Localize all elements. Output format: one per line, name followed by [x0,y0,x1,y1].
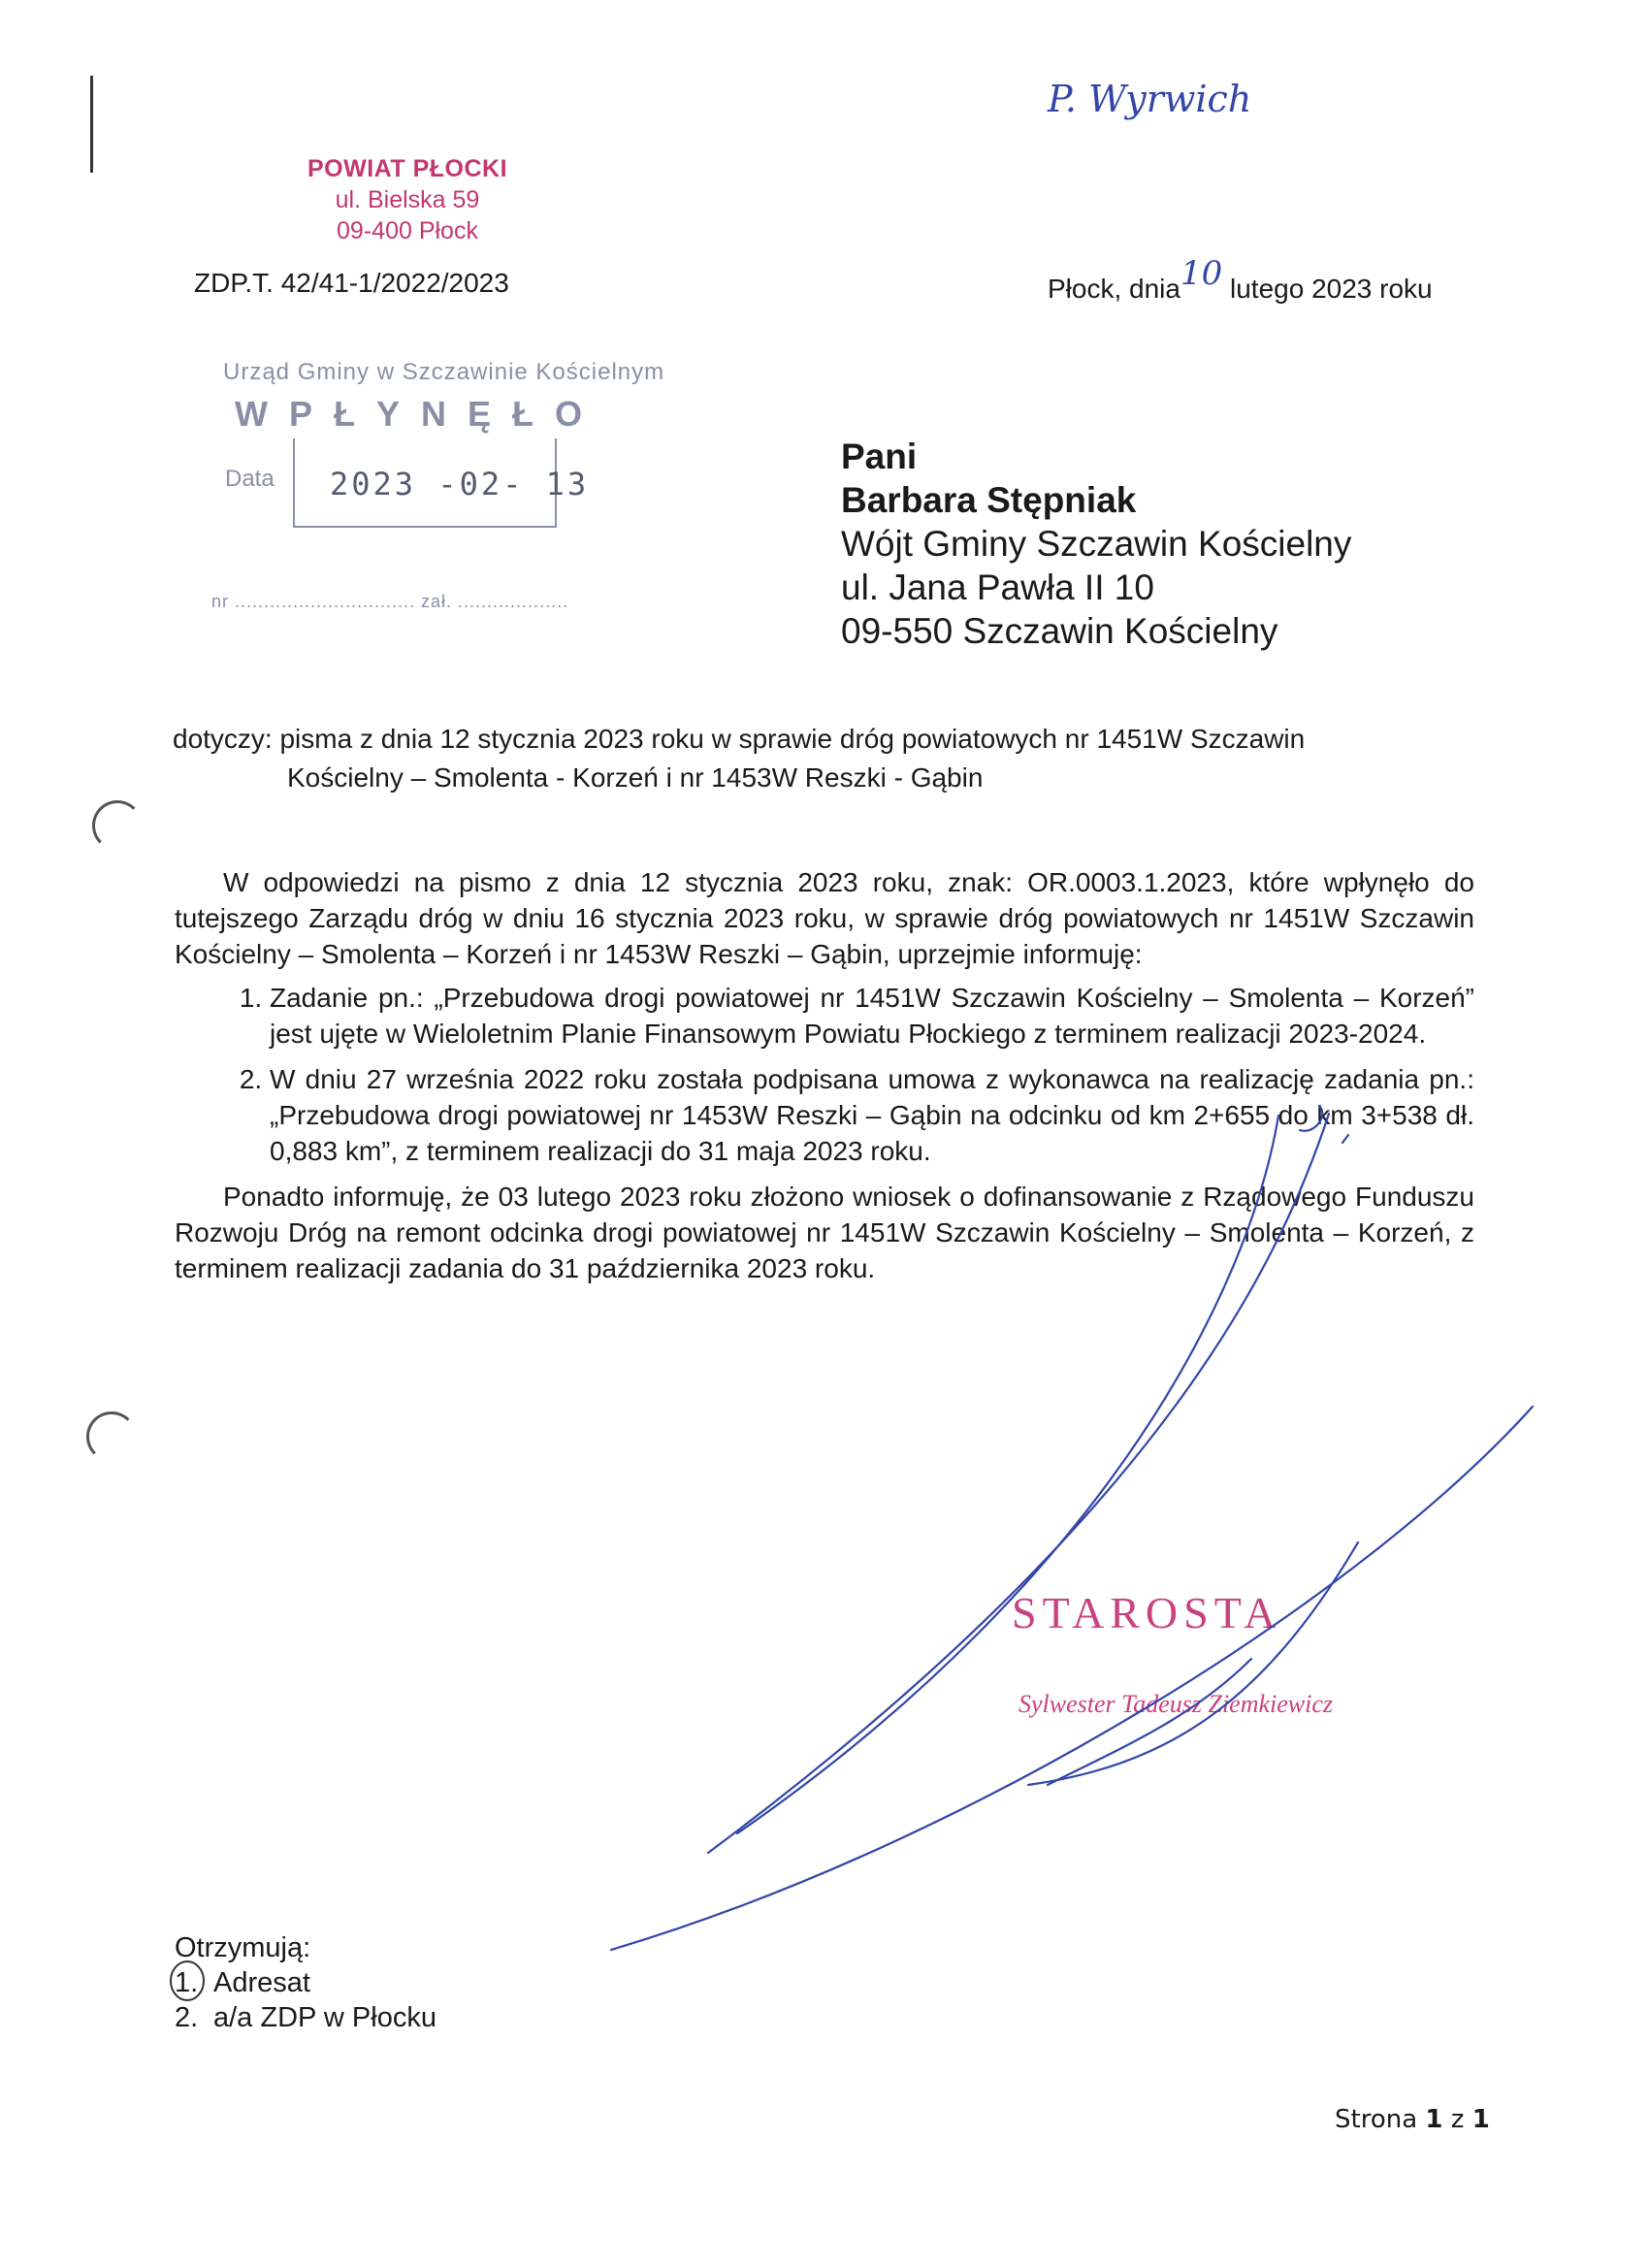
reference-number: ZDP.T. 42/41-1/2022/2023 [194,268,509,298]
recipient-text: a/a ZDP w Płocku [213,2002,436,2033]
place-date-suffix: lutego 2023 roku [1230,274,1433,304]
place-date [1048,254,1433,307]
stamp-footer: nr ............................... zał. ................... [211,592,569,611]
recipients-list [175,1965,436,2035]
handwritten-note: P. Wyrwich [1048,78,1252,120]
footer-sep: z [1450,2105,1465,2134]
list-item [175,2000,436,2035]
stamp-date-label: Data [225,466,275,492]
list-item [175,1965,436,2000]
recipients [175,1930,436,2035]
sender-name: POWIAT PŁOCKI [307,155,508,182]
footer-total: 1 [1471,2105,1490,2134]
body-list [175,980,1474,1169]
place-date-prefix: Płock, dnia [1048,274,1180,304]
stamp-office: Urząd Gminy w Szczawinie Kościelnym [223,359,665,385]
addressee-name: Barbara Stępniak [841,480,1137,520]
signature-title: STAROSTA [1012,1588,1282,1637]
body-closing: Ponadto informuję, że 03 lutego 2023 roku złożono wniosek o dofinansowanie z Rządowego Funduszu Rozwoju Dróg na remont odcinka drogi powiatowej nr 1451W Szczawin Kościelny – Smolenta – Korzeń, z terminem realizacji zadania do 31 października 2023 roku. [175,1182,1474,1283]
list-item: 2. W dniu 27 września 2022 roku została podpisana umowa z wykonawca na realizację zadania pn.: „Przebudowa drogi powiatowej nr 1453W Reszki – Gąbin na odcinku od km 2+655 do km 3+538 dł. 0,883 km”, z terminem realizacji do 31 maja 2023 roku. [270,1061,1474,1169]
scan-mark [90,76,93,173]
addressee-title: Wójt Gminy Szczawin Kościelny [841,524,1352,564]
subject [173,720,1492,797]
subject-line-2: Kościelny – Smolenta - Korzeń i nr 1453W Reszki - Gąbin [287,762,984,793]
addressee-city: 09-550 Szczawin Kościelny [841,611,1278,651]
punch-hole-bottom [86,1411,137,1462]
stamp-received-word: WPŁYNĘŁO [235,394,603,434]
letter-body [175,864,1474,1286]
footer-prefix: Strona [1335,2105,1418,2134]
recipients-heading: Otrzymują: [175,1932,311,1963]
body-intro: W odpowiedzi na pismo z dnia 12 stycznia 2023 roku, znak: OR.0003.1.2023, które wpłynęło do tutejszego Zarządu dróg w dniu 16 stycznia 2023 roku, w sprawie dróg powiatowych nr 1451W Szczawin Kościelny – Smolenta – Korzeń i nr 1453W Reszki – Gąbin, uprzejmie informuję: [175,867,1474,969]
handwritten-day: 10 [1180,254,1223,293]
subject-line-1: dotyczy: pisma z dnia 12 stycznia 2023 roku w sprawie dróg powiatowych nr 1451W Szczawin [173,724,1306,754]
footer-page: 1 [1425,2105,1443,2134]
recipient-num: 2. [175,2002,199,2033]
sender-street: ul. Bielska 59 [335,186,480,213]
recipient-num: 1. [175,1967,199,1998]
punch-hole-top [92,800,143,851]
recipient-text: Adresat [213,1967,310,1998]
stamp-date-value: 2023 -02- 13 [330,466,590,502]
addressee-street: ul. Jana Pawła II 10 [841,567,1154,607]
sender-stamp [291,153,524,246]
signature-name: Sylwester Tadeusz Ziemkiewicz [1018,1690,1334,1718]
received-stamp [206,351,665,628]
addressee-block [841,435,1351,653]
list-item: 1. Zadanie pn.: „Przebudowa drogi powiatowej nr 1451W Szczawin Kościelny – Smolenta – Korzeń” jest ujęte w Wieloletnim Planie Finansowym Powiatu Płockiego z terminem realizacji 2023-2024. [270,980,1474,1052]
addressee-salutation: Pani [841,437,918,476]
page-footer [1335,2105,1490,2134]
sender-city: 09-400 Płock [337,217,478,244]
